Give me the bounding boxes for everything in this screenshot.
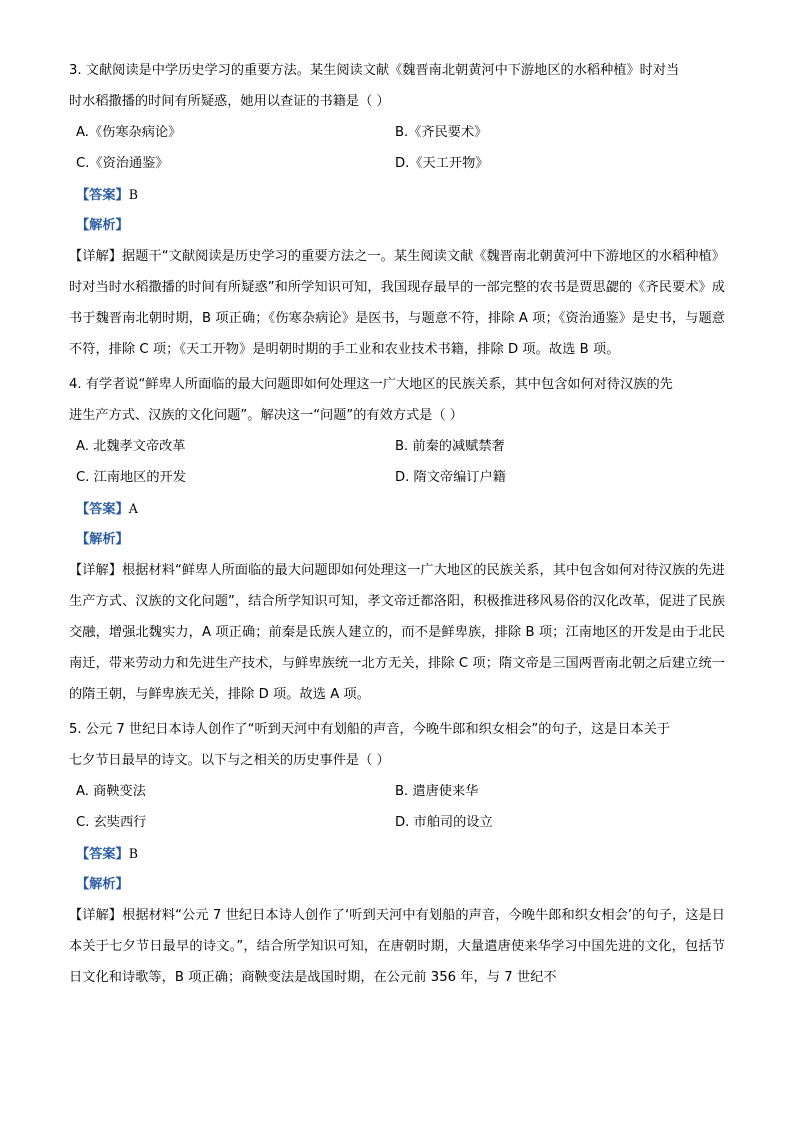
analysis-label-4: 【解析】 [76, 532, 129, 547]
question-4-stem-line-1: 4. 有学者说“鲜卑人所面临的最大问题即如何处理这一广大地区的民族关系，其中包含如何对待汉族的先 [69, 377, 673, 392]
question-4-options-row-1 [69, 431, 725, 462]
question-4-stem-line-2: 进生产方式、汉族的文化问题”。解决这一“问题”的有效方式是（ ） [69, 408, 463, 423]
option-4-c[interactable]: C. 江南地区的开发 [76, 470, 186, 485]
answer-line-5 [69, 838, 725, 869]
answer-label-5: 【答案】 [76, 847, 129, 862]
option-5-c[interactable]: C. 玄奘西行 [76, 815, 147, 830]
answer-label-3: 【答案】 [76, 188, 129, 203]
question-3-stem-line-1: 3. 文献阅读是中学历史学习的重要方法。某生阅读文献《魏晋南北朝黄河中下游地区的水稻种植》时对当 [69, 63, 680, 78]
detail-paragraph-4: 【详解】根据材料“鲜卑人所面临的最大问题即如何处理这一广大地区的民族关系，其中包含如何对待汉族的先进生产方式、汉族的文化问题”，结合所学知识可知，孝文帝迁都洛阳，积极推进移风易俗的汉化改革，促进了民族交融，增强北魏实力，A 项正确；前秦是氐族人建立的，而不是鲜卑族，排除 B 项；江南地区的开发是由于北民南迁，带来劳动力和先进生产技术，与鲜卑族统一北方无关，排除 C 项；隋文帝是三国两晋南北朝之后建立统一的隋王朝，与鲜卑族无关，排除 D 项。故选 A 项。 [69, 563, 725, 702]
option-3-a[interactable]: A.《伤寒杂病论》 [76, 125, 182, 140]
option-4-d[interactable]: D. 隋文帝编订户籍 [395, 470, 506, 485]
question-block-3 [69, 55, 725, 365]
answer-line-4 [69, 493, 725, 524]
question-5-options-row-2 [69, 807, 725, 838]
analysis-line-5 [69, 869, 725, 900]
page-content [69, 55, 725, 993]
question-5-options-row-1 [69, 776, 725, 807]
analysis-line-3 [69, 210, 725, 241]
option-4-b[interactable]: B. 前秦的减赋禁奢 [395, 439, 505, 454]
answer-line-3 [69, 179, 725, 210]
analysis-line-4 [69, 524, 725, 555]
option-3-c[interactable]: C.《资治通鉴》 [76, 156, 169, 171]
analysis-label-3: 【解析】 [76, 218, 129, 233]
option-5-a[interactable]: A. 商鞅变法 [76, 784, 146, 799]
question-3-options-row-2 [69, 148, 725, 179]
option-3-b[interactable]: B.《齐民要术》 [395, 125, 488, 140]
answer-value-3: B [128, 187, 139, 202]
option-5-b[interactable]: B. 遣唐使来华 [395, 784, 479, 799]
question-5-stem-line-1: 5. 公元 7 世纪日本诗人创作了“听到天河中有划船的声音，今晚牛郎和织女相会”的句子，这是日本关于 [69, 722, 671, 737]
question-3-stem-line-2: 时水稻撒播的时间有所疑惑，她用以查证的书籍是（ ） [69, 94, 390, 109]
analysis-label-5: 【解析】 [76, 877, 129, 892]
question-4-options-row-2 [69, 462, 725, 493]
answer-value-4: A [128, 501, 138, 516]
detail-paragraph-3: 【详解】据题干“文献阅读是历史学习的重要方法之一。某生阅读文献《魏晋南北朝黄河中下游地区的水稻种植》时对当时水稻撒播的时间有所疑惑”和所学知识可知，我国现存最早的一部完整的农书是贾思勰的《齐民要术》成书于魏晋南北朝时期，B 项正确；《伤寒杂病论》是医书，与题意不符，排除 A 项；《资治通鉴》是史书，与题意不符，排除 C 项；《天工开物》是明朝时期的手工业和农业技术书籍，排除 D 项。故选 B 项。 [69, 249, 725, 357]
option-3-d[interactable]: D.《天工开物》 [395, 156, 489, 171]
option-5-d[interactable]: D. 市舶司的设立 [395, 815, 493, 830]
question-block-4 [69, 369, 725, 710]
answer-label-4: 【答案】 [76, 502, 129, 517]
answer-value-5: B [128, 846, 139, 861]
detail-paragraph-5: 【详解】根据材料“公元 7 世纪日本诗人创作了‘听到天河中有划船的声音，今晚牛郎和织女相会’的句子，这是日本关于七夕节日最早的诗文。”，结合所学知识可知，在唐朝时期，大量遣唐使来华学习中国先进的文化，包括节日文化和诗歌等，B 项正确；商鞅变法是战国时期，在公元前 356 年，与 7 世纪不 [69, 908, 725, 985]
option-4-a[interactable]: A. 北魏孝文帝改革 [76, 439, 186, 454]
question-block-5 [69, 714, 725, 993]
question-3-options-row-1 [69, 117, 725, 148]
question-5-stem-line-2: 七夕节日最早的诗文。以下与之相关的历史事件是（ ） [69, 753, 390, 768]
